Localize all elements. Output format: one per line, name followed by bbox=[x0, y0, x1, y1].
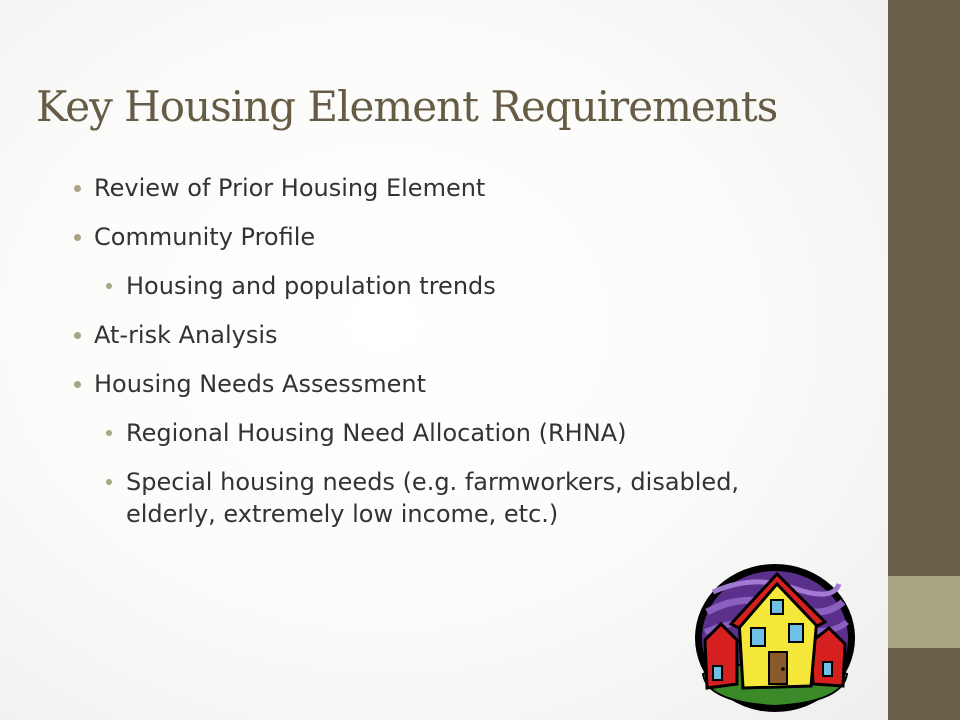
house-clipart-icon bbox=[693, 562, 857, 714]
sidebar-segment bbox=[888, 0, 960, 576]
bullet-text: Regional Housing Need Allocation (RHNA) bbox=[126, 419, 627, 447]
bullet-dot-icon bbox=[74, 332, 81, 339]
bullet-dot-icon bbox=[74, 185, 81, 192]
sidebar-segment bbox=[888, 648, 960, 720]
decorative-sidebar bbox=[888, 0, 960, 720]
bullet-item bbox=[72, 319, 832, 351]
bullet-item bbox=[72, 221, 832, 253]
sidebar-segment bbox=[888, 576, 960, 648]
bullet-text: Review of Prior Housing Element bbox=[94, 174, 486, 202]
sub-bullet-item bbox=[104, 270, 832, 302]
sub-bullet-item bbox=[104, 417, 832, 449]
bullet-dot-icon bbox=[106, 283, 112, 289]
slide-title: Key Housing Element Requirements bbox=[36, 82, 778, 131]
bullet-text: Community Profile bbox=[94, 223, 316, 251]
bullet-dot-icon bbox=[74, 381, 81, 388]
bullet-text: Housing Needs Assessment bbox=[94, 370, 427, 398]
sub-bullet-item bbox=[104, 466, 832, 530]
bullet-list bbox=[72, 172, 832, 547]
bullet-item bbox=[72, 368, 832, 400]
bullet-text: Special housing needs (e.g. farmworkers, disabled, elderly, extremely low income, etc.) bbox=[126, 468, 740, 528]
bullet-dot-icon bbox=[74, 234, 81, 241]
bullet-item bbox=[72, 172, 832, 204]
bullet-dot-icon bbox=[106, 479, 112, 485]
bullet-text: At-risk Analysis bbox=[94, 321, 278, 349]
bullet-text: Housing and population trends bbox=[126, 272, 496, 300]
bullet-dot-icon bbox=[106, 430, 112, 436]
